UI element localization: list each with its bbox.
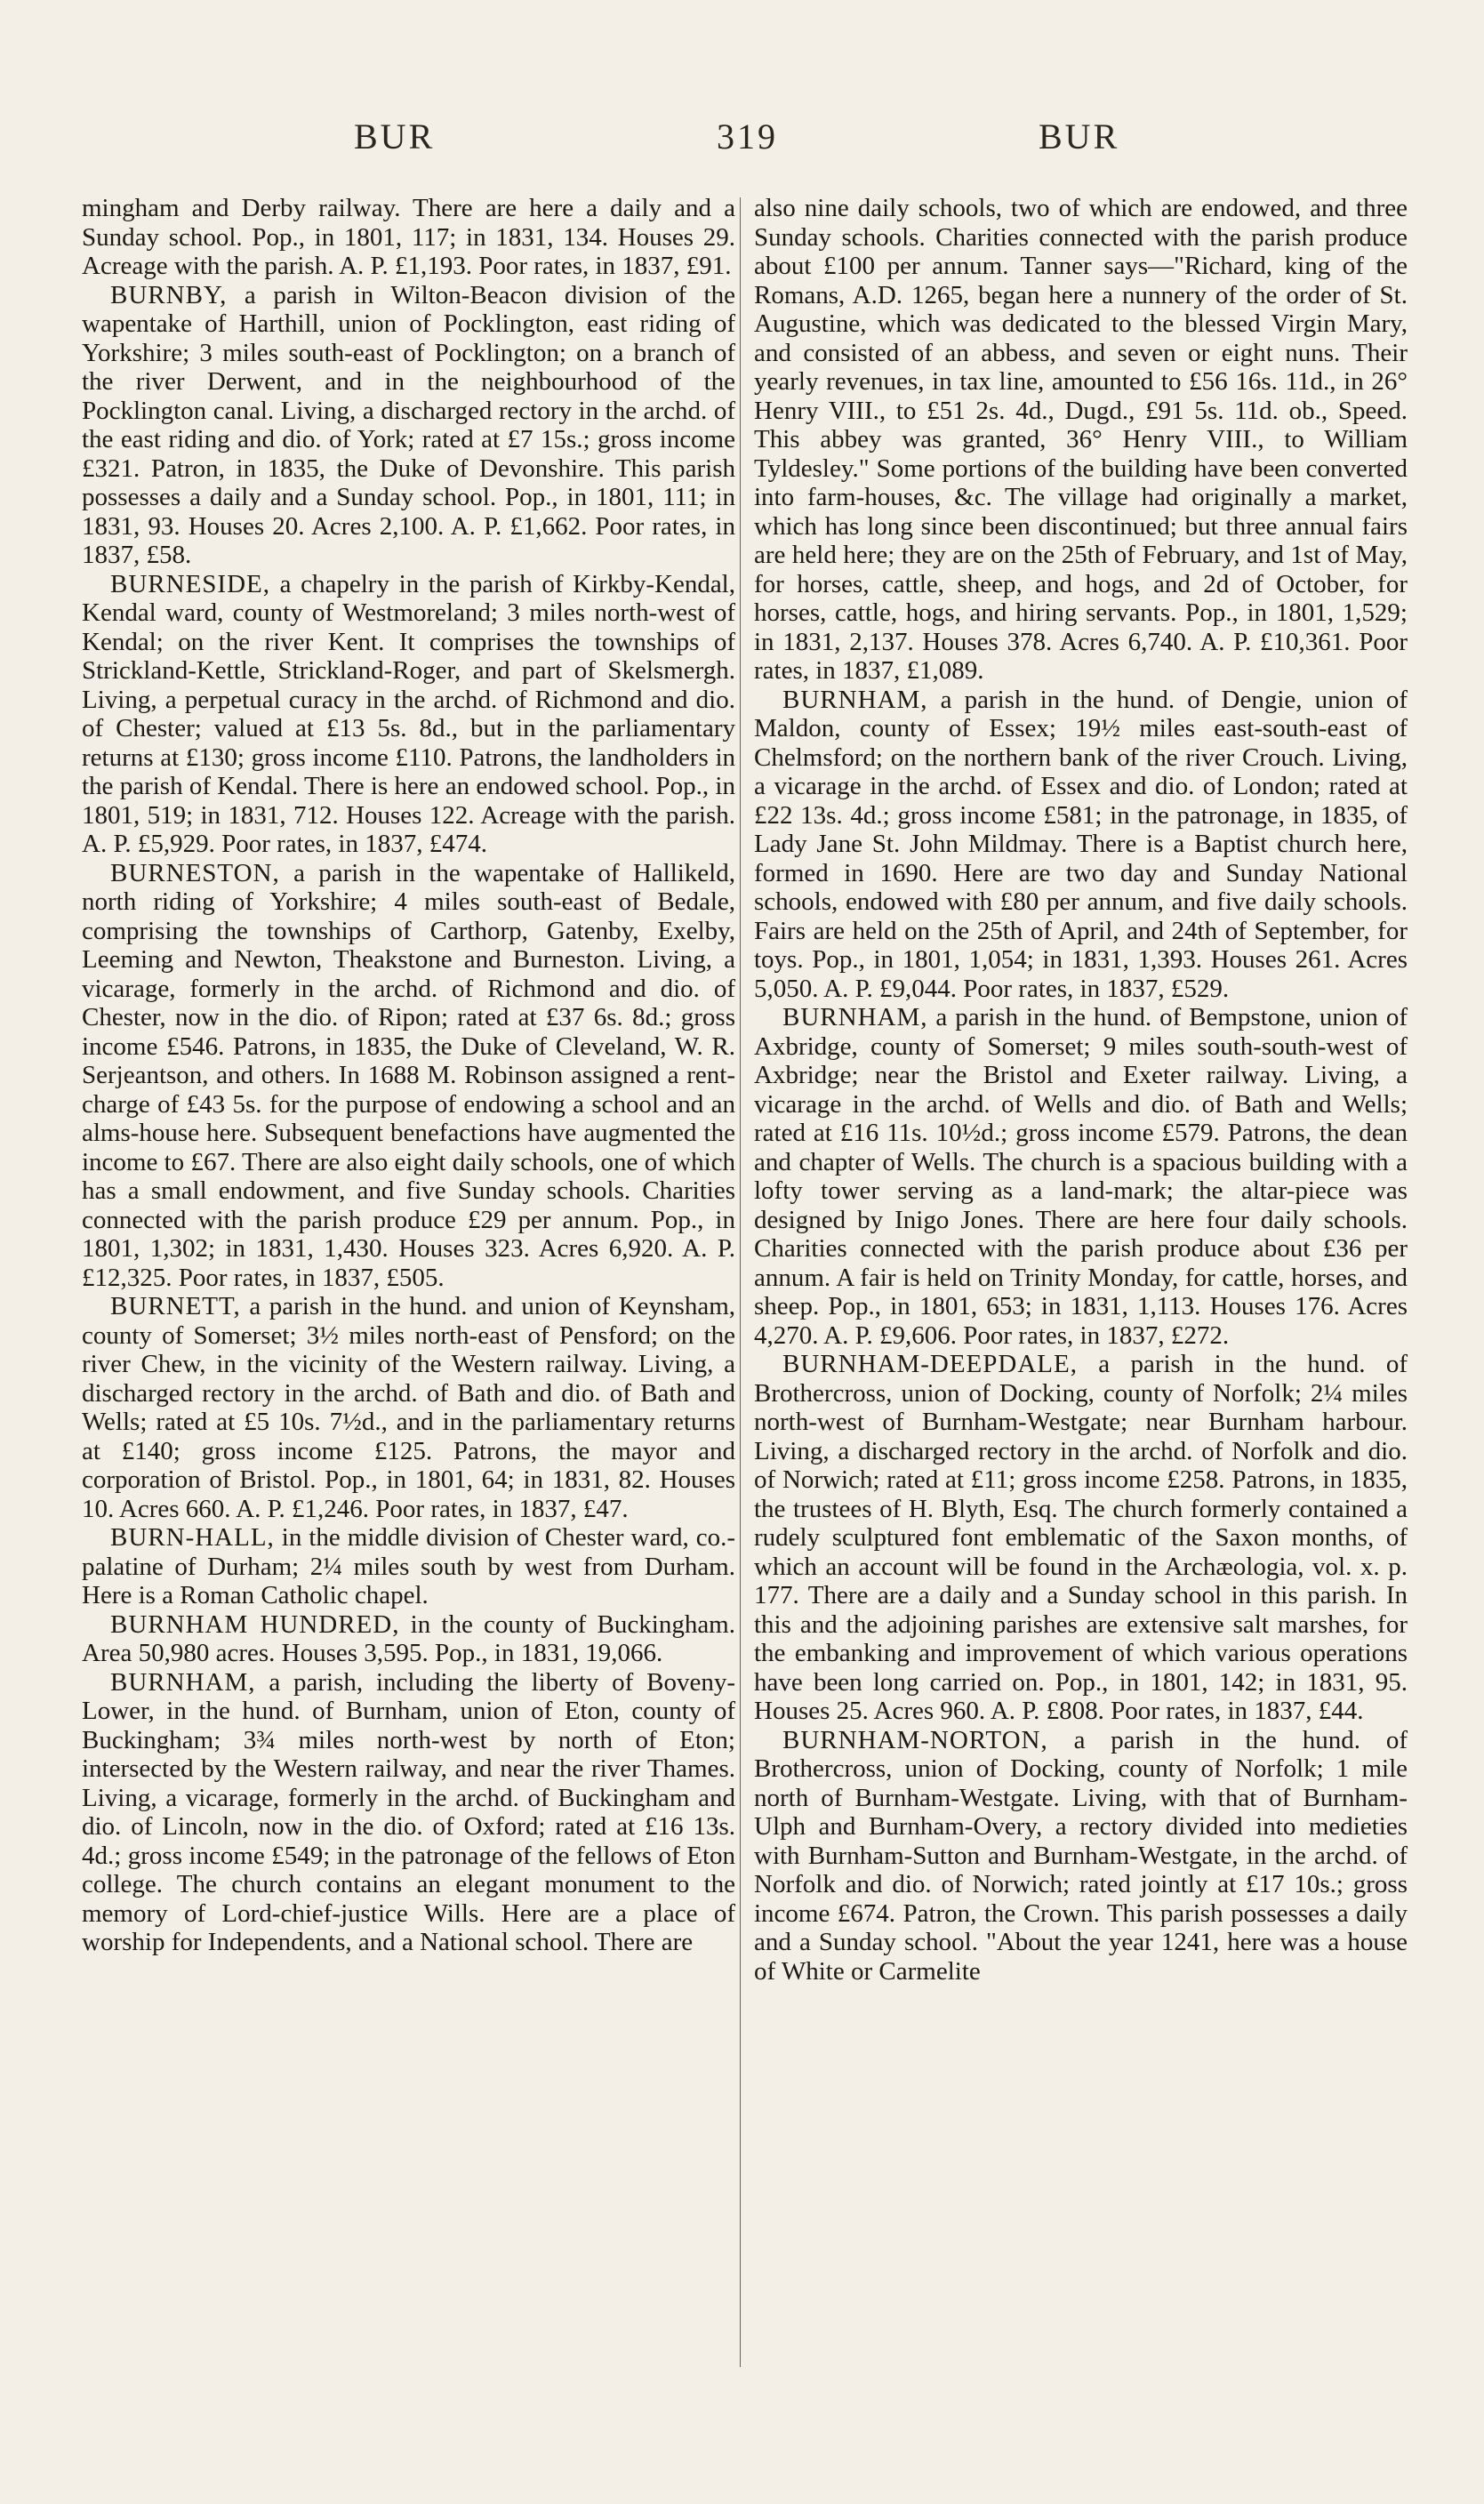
entry-headword: BURNHAM HUNDRED, [110,1609,400,1639]
entry-headword: BURNESTON, [110,858,280,887]
gazetteer-entry [82,859,735,1293]
entry-headword: BURNHAM-NORTON, [782,1725,1048,1754]
gazetteer-entry [754,1003,1408,1350]
header-left-word: BUR [354,116,436,156]
entry-headword: BURNHAM, [110,1667,256,1697]
entry-headword: BURNHAM, [782,1003,928,1031]
entry-text: in the middle division of Chester ward, co.-palatine of Durham; 2¼ miles south by west from Durham. Here is a Roman Catholic chapel. [82,1523,735,1609]
gazetteer-entry [82,1292,735,1523]
gazetteer-entry [82,570,735,859]
entry-text: a parish in the hund. of Brothercross, union of Docking, county of Norfolk; 2¼ miles north-west of Burnham-Westgate; near Burnham harbour. Living, a discharged rectory in the archd. of Norfolk and dio. of Norwich; rated at £11; gross income £258. Patrons, in 1835, the trustees of H. Blyth, Esq. The church formerly contained a rudely sculptured font emblematic of the Saxon months, of which an account will be found in the Archæologia, vol. x. p. 177. There are a daily and a Sunday school in this parish. In this and the adjoining parishes are extensive salt marshes, for the embanking and improvement of which various operations have been long carried on. Pop., in 1801, 142; in 1831, 95. Houses 25. Acres 960. A. P. £808. Poor rates, in 1837, £44. [754,1350,1408,1725]
entry-text: a parish, including the liberty of Boveny-Lower, in the hund. of Burnham, union of Eton, county of Buckingham; 3¾ miles north-west by north of Eton; intersected by the Western railway, and near the river Thames. Living, a vicarage, formerly in the archd. of Buckingham and dio. of Lincoln, now in the dio. of Oxford; rated at £16 13s. 4d.; gross income £549; in the patronage of the fellows of Eton college. The church contains an elegant monument to the memory of Lord-chief-justice Wills. Here are a place of worship for Independents, and a National school. There are [82,1667,735,1956]
entry-text: a chapelry in the parish of Kirkby-Kendal, Kendal ward, county of Westmoreland; 3 miles north-west of Kendal; on the river Kent. It comprises the townships of Strickland-Kettle, Strickland-Roger, and part of Skelsmergh. Living, a perpetual curacy in the archd. of Richmond and dio. of Chester; valued at £13 5s. 8d., but in the parliamentary returns at £130; gross income £110. Patrons, the landholders in the parish of Kendal. There is here an endowed school. Pop., in 1801, 519; in 1831, 712. Houses 122. Acreage with the parish. A. P. £5,929. Poor rates, in 1837, £474. [82,569,735,858]
gazetteer-entry [754,686,1408,1004]
header-right-word: BUR [1039,116,1120,156]
entry-text: a parish in the wapentake of Hallikeld, north riding of Yorkshire; 4 miles south-east of Bedale, comprising the townships of Carthorp, Gatenby, Exelby, Leeming and Newton, Theakstone and Burneston. Living, a vicarage, formerly in the archd. of Richmond and dio. of Chester, now in the dio. of Ripon; rated at £37 6s. 8d.; gross income £546. Patrons, in 1835, the Duke of Cleveland, W. R. Serjeantson, and others. In 1688 M. Robinson assigned a rent-charge of £43 5s. for the purpose of endowing a school and an alms-house here. Subsequent benefactions have augmented the income to £67. There are also eight daily schools, one of which has a small endowment, and five Sunday schools. Charities connected with the parish produce £29 per annum. Pop., in 1801, 1,302; in 1831, 1,430. Houses 323. Acres 6,920. A. P. £12,325. Poor rates, in 1837, £505. [82,858,735,1292]
gazetteer-entry [82,194,735,281]
right-column [754,194,1408,1986]
column-divider [740,197,741,2367]
entry-headword: BURNETT, [110,1292,241,1320]
gazetteer-entry [754,194,1408,686]
entry-text: a parish in the hund. of Brothercross, union of Docking, county of Norfolk; 1 mile north of Burnham-Westgate. Living, with that of Burnham-Ulph and Burnham-Overy, a rectory divided into medieties with Burnham-Sutton and Burnham-Westgate, in the archd. of Norfolk and dio. of Norwich; rated jointly at £17 10s.; gross income £674. Patron, the Crown. This parish possesses a daily and a Sunday school. "About the year 1241, here was a house of White or Carmelite [754,1725,1408,1986]
entry-headword: BURN-HALL, [110,1523,275,1552]
entry-text: a parish in the hund. of Dengie, union of Maldon, county of Essex; 19½ miles east-south-east of Chelmsford; on the northern bank of the river Crouch. Living, a vicarage in the archd. of Essex and dio. of London; rated at £22 13s. 4d.; gross income £581; in the patronage, in 1835, of Lady Jane St. John Mildmay. There is a Baptist church here, formed in 1690. Here are two day and Sunday National schools, endowed with £80 per annum, and five daily schools. Fairs are held on the 25th of April, and 24th of September, for toys. Pop., in 1801, 1,054; in 1831, 1,393. Houses 261. Acres 5,050. A. P. £9,044. Poor rates, in 1837, £529. [754,685,1408,1003]
page-number: 319 [717,116,778,156]
entry-headword: BURNHAM, [782,685,928,714]
entry-text: mingham and Derby railway. There are here a daily and a Sunday school. Pop., in 1801, 117; in 1831, 134. Houses 29. Acreage with the parish. A. P. £1,193. Poor rates, in 1837, £91. [82,194,735,280]
entry-headword: BURNBY, [110,280,228,309]
gazetteer-entry [82,1668,735,1957]
gazetteer-entry [754,1726,1408,1986]
gazetteer-entry [82,281,735,570]
gazetteer-entry [754,1350,1408,1726]
running-header [0,116,1484,169]
gazetteer-entry [82,1523,735,1610]
entry-text: a parish in the hund. of Bempstone, union of Axbridge, county of Somerset; 9 miles south-south-west of Axbridge; near the Bristol and Exeter railway. Living, a vicarage in the archd. of Wells and dio. of Bath and Wells; rated at £16 11s. 10½d.; gross income £579. Patrons, the dean and chapter of Wells. The church is a spacious building with a lofty tower serving as a land-mark; the altar-piece was designed by Inigo Jones. There are here four daily schools. Charities connected with the parish produce about £36 per annum. A fair is held on Trinity Monday, for cattle, horses, and sheep. Pop., in 1801, 653; in 1831, 1,113. Houses 176. Acres 4,270. A. P. £9,606. Poor rates, in 1837, £272. [754,1003,1408,1350]
entry-text: a parish in the hund. and union of Keynsham, county of Somerset; 3½ miles north-east of Pensford; on the river Chew, in the vicinity of the Western railway. Living, a discharged rectory in the archd. of Bath and dio. of Bath and Wells; rated at £5 10s. 7½d., and in the parliamentary returns at £140; gross income £125. Patrons, the mayor and corporation of Bristol. Pop., in 1801, 64; in 1831, 82. Houses 10. Acres 660. A. P. £1,246. Poor rates, in 1837, £47. [82,1292,735,1523]
entry-headword: BURNESIDE, [110,569,270,598]
entry-text: a parish in Wilton-Beacon division of the wapentake of Harthill, union of Pocklington, east riding of Yorkshire; 3 miles south-east of Pocklington; on a branch of the river Derwent, and in the neighbourhood of the Pocklington canal. Living, a discharged rectory in the archd. of the east riding and dio. of York; rated at £7 15s.; gross income £321. Patron, in 1835, the Duke of Devonshire. This parish possesses a daily and a Sunday school. Pop., in 1801, 111; in 1831, 93. Houses 20. Acres 2,100. A. P. £1,662. Poor rates, in 1837, £58. [82,280,735,569]
entry-text: also nine daily schools, two of which are endowed, and three Sunday schools. Charities connected with the parish produce about £100 per annum. Tanner says—"Richard, king of the Romans, A.D. 1265, began here a nunnery of the order of St. Augustine, which was dedicated to the blessed Virgin Mary, and consisted of an abbess, and seven or eight nuns. Their yearly revenues, in tax line, amounted to £56 16s. 11d., in 26° Henry VIII., to £51 2s. 4d., Dugd., £91 5s. 11d. ob., Speed. This abbey was granted, 36° Henry VIII., to William Tyldesley." Some portions of the building have been converted into farm-houses, &c. The village had originally a market, which has long since been discontinued; but three annual fairs are held here; they are on the 25th of February, and 1st of May, for horses, cattle, sheep, and hogs, and 2d of October, for horses, cattle, hogs, and hiring servants. Pop., in 1801, 1,529; in 1831, 2,137. Houses 378. Acres 6,740. A. P. £10,361. Poor rates, in 1837, £1,089. [754,194,1408,685]
entry-headword: BURNHAM-DEEPDALE, [782,1350,1078,1378]
left-column [82,194,735,1957]
entry-text: in the county of Buckingham. Area 50,980 acres. Houses 3,595. Pop., in 1831, 19,066. [82,1609,735,1667]
gazetteer-entry [82,1610,735,1668]
